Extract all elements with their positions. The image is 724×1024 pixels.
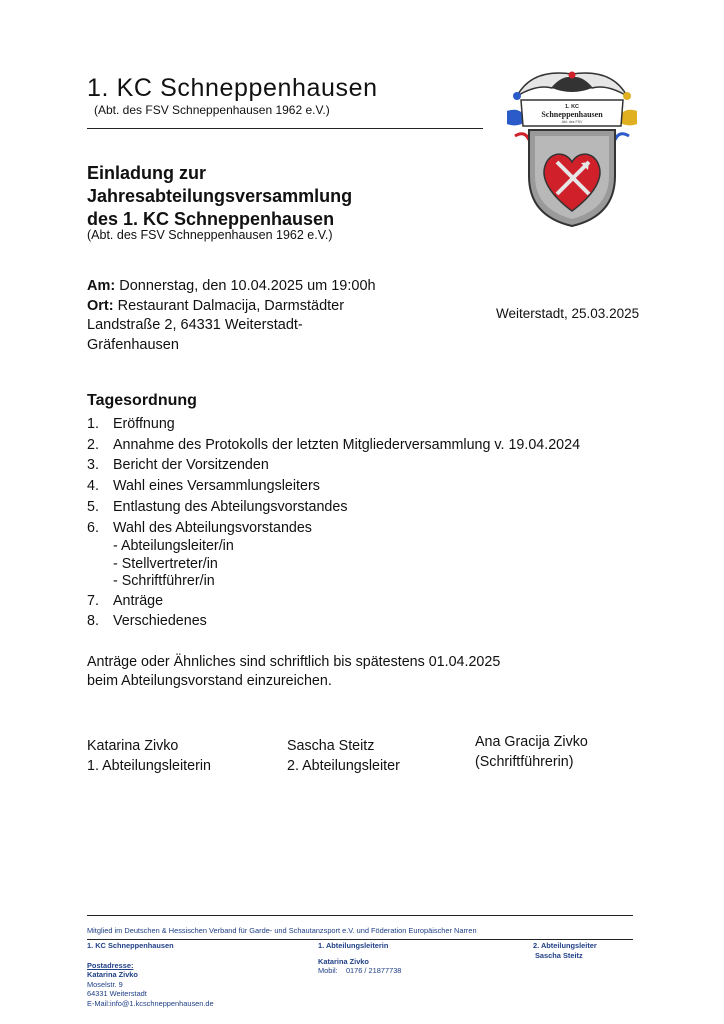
signature-role: 1. Abteilungsleiterin bbox=[87, 757, 211, 774]
footer-col-club bbox=[87, 941, 214, 1009]
agenda-item-text: Eröffnung bbox=[113, 416, 175, 432]
deadline-line1: Anträge oder Ähnliches sind schriftlich bis spätestens 01.04.2025 bbox=[87, 654, 501, 670]
agenda-subitem: - Abteilungsleiter/in bbox=[113, 538, 234, 555]
agenda-item-number: 1. bbox=[87, 416, 99, 432]
footer-email[interactable]: E-Mail:info@1.kcschneppenhausen.de bbox=[87, 998, 214, 1008]
title-subtitle: (Abt. des FSV Schneppenhausen 1962 e.V.) bbox=[87, 228, 333, 242]
agenda-item-number: 6. bbox=[87, 519, 99, 536]
agenda-subitem: - Stellvertreter/in bbox=[113, 555, 218, 572]
agenda-list bbox=[87, 414, 580, 632]
deadline-note bbox=[87, 653, 500, 691]
footer-leader1-name: Katarina Zivko bbox=[318, 956, 369, 966]
date-label: Am: bbox=[87, 278, 116, 294]
agenda-item-number: 8. bbox=[87, 613, 99, 630]
signature-name: Katarina Zivko bbox=[87, 738, 179, 754]
place-label: Ort: bbox=[87, 297, 114, 314]
header-divider bbox=[87, 128, 483, 129]
agenda-item bbox=[87, 414, 580, 435]
agenda-subitem: - Schriftführer/in bbox=[113, 573, 215, 590]
footer-divider-top bbox=[87, 915, 633, 916]
club-name: 1. KC Schneppenhausen bbox=[87, 74, 378, 102]
crest-banner-line1: 1. KC bbox=[564, 104, 580, 110]
footer-postal-label: Postadresse: bbox=[87, 960, 134, 970]
footer-postal-name: Katarina Zivko bbox=[87, 970, 138, 980]
agenda-item-number: 2. bbox=[87, 436, 99, 453]
footer-membership: Mitglied im Deutschen & Hessischen Verband für Garde- und Schautanzsport e.V. und Föderation Europäischer Narren bbox=[87, 926, 477, 935]
footer-mobile-number: 0176 / 21877738 bbox=[345, 966, 402, 976]
footer-divider bbox=[87, 939, 633, 940]
club-subtitle: (Abt. des FSV Schneppenhausen 1962 e.V.) bbox=[94, 103, 330, 117]
agenda-item bbox=[87, 497, 580, 518]
footer-leader1-title: 1. Abteilungsleiterin bbox=[318, 941, 389, 950]
agenda-item-text: Annahme des Protokolls der letzten Mitgliederversammlung v. 19.04.2024 bbox=[113, 436, 581, 453]
signature-block bbox=[475, 733, 588, 772]
signature-role: (Schriftführerin) bbox=[475, 753, 574, 770]
crest-banner-line3: Abt. des FSV bbox=[561, 120, 583, 124]
footer-col-leader2 bbox=[533, 941, 597, 960]
signature-block bbox=[87, 737, 211, 776]
footer-club-title: 1. KC Schneppenhausen bbox=[87, 941, 174, 950]
footer-col-leader1 bbox=[318, 941, 401, 976]
club-crest-icon bbox=[497, 66, 647, 231]
title-line2: Jahresabteilungsversammlung bbox=[87, 186, 353, 206]
agenda-heading: Tagesordnung bbox=[87, 392, 197, 409]
signature-name: Sascha Steitz bbox=[287, 738, 375, 754]
title-line3: des 1. KC Schneppenhausen bbox=[87, 209, 335, 229]
agenda-item bbox=[87, 455, 580, 476]
agenda-item-text: Wahl eines Versammlungsleiters bbox=[113, 478, 320, 495]
agenda-item-number: 4. bbox=[87, 478, 99, 495]
agenda-item-number: 7. bbox=[87, 592, 99, 609]
date-place: Weiterstadt, 25.03.2025 bbox=[496, 306, 640, 321]
place-line2: Landstraße 2, 64331 Weiterstadt- bbox=[87, 317, 303, 333]
agenda-item-number: 3. bbox=[87, 457, 99, 474]
deadline-line2: beim Abteilungsvorstand einzureichen. bbox=[87, 673, 332, 689]
agenda-item-number: 5. bbox=[87, 498, 99, 515]
agenda-item-text: Bericht der Vorsitzenden bbox=[113, 457, 269, 474]
footer-leader2-title: 2. Abteilungsleiter bbox=[533, 941, 597, 950]
agenda-item-text: Entlastung des Abteilungsvorstandes bbox=[113, 498, 348, 515]
signature-block bbox=[287, 737, 400, 776]
agenda-item bbox=[87, 476, 580, 497]
signature-role: 2. Abteilungsleiter bbox=[287, 757, 400, 774]
footer-postal-city: 64331 Weiterstadt bbox=[87, 989, 147, 999]
agenda-item bbox=[87, 591, 580, 612]
event-details bbox=[87, 277, 417, 355]
footer-postal-street: Moselstr. 9 bbox=[87, 979, 123, 989]
agenda-item-text: Anträge bbox=[113, 592, 164, 609]
place-line3: Gräfenhausen bbox=[87, 336, 179, 353]
place-line1: Restaurant Dalmacija, Darmstädter bbox=[117, 297, 345, 314]
footer-leader2-name: Sascha Steitz bbox=[535, 950, 583, 960]
agenda-item-text: Wahl des Abteilungsvorstandes bbox=[113, 519, 312, 536]
signature-name: Ana Gracija Zivko bbox=[475, 734, 588, 750]
title-line1: Einladung zur bbox=[87, 163, 206, 183]
agenda-item-text: Verschiedenes bbox=[113, 613, 207, 630]
date-value: Donnerstag, den 10.04.2025 um 19:00h bbox=[119, 278, 376, 294]
footer-mobile-label: Mobil: bbox=[318, 966, 338, 976]
agenda-item bbox=[87, 435, 580, 456]
agenda-item bbox=[87, 611, 580, 632]
document-title bbox=[87, 162, 352, 231]
agenda-item bbox=[87, 518, 580, 539]
crest-banner-line2: Schneppenhausen bbox=[541, 110, 603, 119]
